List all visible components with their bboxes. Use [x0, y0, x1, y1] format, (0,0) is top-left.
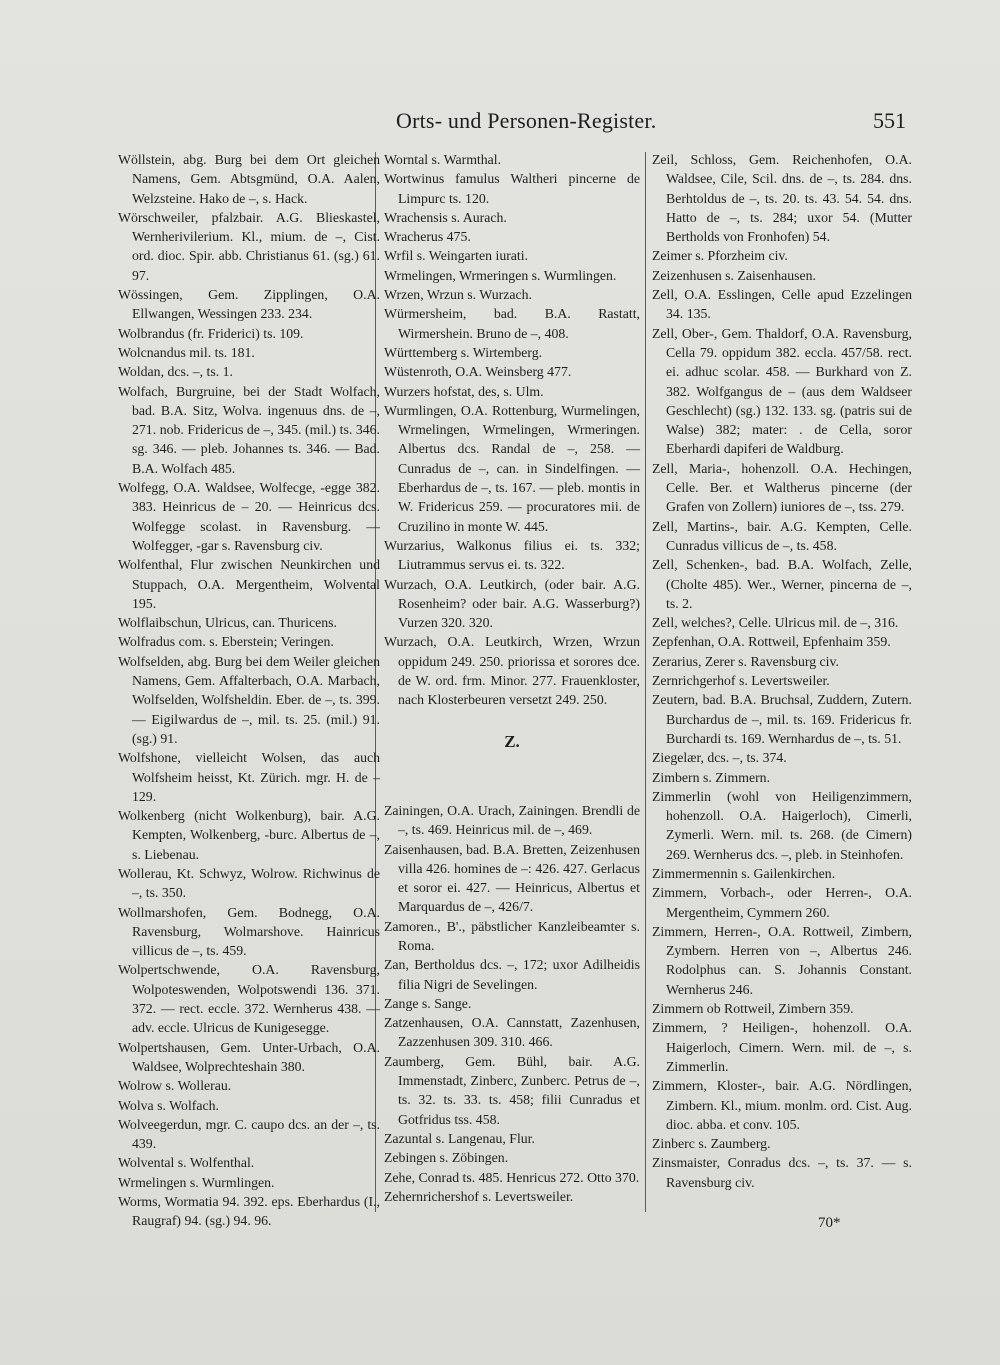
index-entry: Zell, O.A. Esslingen, Celle apud Ezzelingen 34. 135.	[652, 287, 912, 322]
index-entry: Zatzenhausen, O.A. Cannstatt, Zazenhusen, Zazzenhusen 309. 310. 466.	[384, 1015, 640, 1050]
index-entry: Zell, Martins-, bair. A.G. Kempten, Celle. Cunradus villicus de –, ts. 458.	[652, 518, 912, 553]
index-entry: Wössingen, Gem. Zipplingen, O.A. Ellwangen, Wessingen 233. 234.	[118, 287, 380, 322]
index-entry: Wolfegg, O.A. Waldsee, Wolfecge, -egge 382. 383. Heinricus de – 20. — Heinricus dcs. Wolfegge scolast. in Ravensburg. — Wolfegger, -gar s. Ravensburg civ.	[118, 480, 380, 553]
index-entry: Zeutern, bad. B.A. Bruchsal, Zuddern, Zutern. Burchardus de –, mil. ts. 169. Fridericus fr. Burchardi ts. 169. Wernhardus de –, ts. 51.	[652, 692, 912, 746]
index-entry: Zimmern, Vorbach-, oder Herren-, O.A. Mergentheim, Cymmern 260.	[652, 885, 912, 920]
index-entry: Wurzach, O.A. Leutkirch, (oder bair. A.G. Rosenheim? oder bair. A.G. Wasserburg?) Vurzen 320. 320.	[384, 576, 640, 631]
index-entry: Zehe, Conrad ts. 485. Henricus 272. Otto 370.	[384, 1169, 640, 1185]
index-entry: Zeizenhusen s. Zaisenhausen.	[652, 267, 816, 283]
index-entry: Wolflaibschun, Ulricus, can. Thuricens.	[118, 615, 337, 631]
index-entry: Zell, Maria-, hohenzoll. O.A. Hechingen, Celle. Ber. et Waltherus pincerne (der Grafen von Zollern) iuniores de –, tss. 279.	[652, 460, 912, 515]
index-entry: Worms, Wormatia 94. 392. eps. Eberhardus (I., Raugraf) 94. (sg.) 94. 96.	[118, 1194, 380, 1229]
index-entry: Zimmern, ? Heiligen-, hohenzoll. O.A. Haigerloch, Cimern. Wern. mil. de –, s. Zimmerlin.	[652, 1020, 912, 1074]
index-entry: Zell, Schenken-, bad. B.A. Wolfach, Zelle, (Cholte 485). Wer., Werner, pincerna de –, ts. 2.	[652, 557, 912, 611]
index-entry: Zeil, Schloss, Gem. Reichenhofen, O.A. Waldsee, Cile, Scil. dns. de –, ts. 284. dns. Berhtoldus de –, ts. 20. ts. 43. 54. 54. dns. Hatto de –, ts. 284; uxor 54. (Mutter Bertholds von Fronhofen) 54.	[652, 152, 912, 245]
index-entry: Wortwinus famulus Waltheri pincerne de Limpurc ts. 120.	[384, 171, 640, 206]
index-entry: Wöllstein, abg. Burg bei dem Ort gleichen Namens, Gem. Abtsgmünd, O.A. Aalen, Welzsteine. Hako de –, s. Hack.	[118, 152, 380, 206]
index-entry: Wörschweiler, pfalzbair. A.G. Blieskastel, Wernherivilerium. Kl., mium. de –, Cist. ord. dioc. Spir. abb. Christianus 61. (sg.) 61. 97.	[118, 209, 380, 283]
index-entry: Woldan, dcs. –, ts. 1.	[118, 364, 234, 380]
index-entry: Wurzers hofstat, des, s. Ulm.	[384, 383, 544, 399]
index-entry: Wolvental s. Wolfenthal.	[118, 1155, 255, 1171]
index-entry: Wolfach, Burgruine, bei der Stadt Wolfach, bad. B.A. Sitz, Wolva. ingenuus dns. de –, 271. nob. Fridericus de –, 345. (mil.) ts. 346. sg. 346. — pleb. Johannes ts. 346. — Bad. B.A. Wolfach 485.	[118, 383, 380, 476]
index-entry: Zamoren., B'., päbstlicher Kanzleibeamter s. Roma.	[384, 918, 640, 953]
index-entry: Wolfradus com. s. Eberstein; Veringen.	[118, 634, 334, 650]
index-entry: Zimmerlin (wohl von Heiligenzimmern, hohenzoll. O.A. Haigerloch), Cimerli, Zymerli. Wern. mil. ts. 268. (de Cimern) 269. Wernherus dcs. –, pleb. in Steinhofen.	[652, 788, 912, 862]
printer-signature: 70*	[818, 1215, 841, 1231]
index-entry: Zepfenhan, O.A. Rottweil, Epfenhaim 359.	[652, 634, 891, 650]
index-entry: Zaisenhausen, bad. B.A. Bretten, Zeizenhusen villa 426. homines de –: 426. 427. Gerlacus et soror ei. 427. — Heinricus, Albertus et Marquardus de –, 426/7.	[384, 841, 640, 915]
index-entry: Wrmelingen, Wrmeringen s. Wurmlingen.	[384, 267, 617, 283]
index-entry: Wrzen, Wrzun s. Wurzach.	[384, 287, 532, 303]
index-entry: Ziegelær, dcs. –, ts. 374.	[652, 750, 787, 766]
index-entry: Zehernrichershof s. Levertsweiler.	[384, 1188, 574, 1204]
index-entry: Wurzarius, Walkonus filius ei. ts. 332; Liutrammus servus ei. ts. 322.	[384, 537, 640, 573]
index-entry: Wurmlingen, O.A. Rottenburg, Wurmelingen, Wrmelingen, Wrmelingen, Wrmeringen. Albertus dcs. Randal de –, 258. — Cunradus de –, can. in Sindelfingen. — Eberhardus de –, ts. 167. — pleb. montis in W. Fridericus 259. — procuratores mii. de Cruzilino in monte W. 445.	[384, 402, 640, 534]
index-entry: Zan, Bertholdus dcs. –, 172; uxor Adilheidis filia Nigri de Sevelingen.	[384, 957, 640, 992]
index-entry: Zange s. Sange.	[384, 995, 472, 1011]
section-letter-heading: Z.	[504, 731, 520, 751]
index-entry: Zell, welches?, Celle. Ulricus mil. de –, 316.	[652, 615, 899, 631]
index-column-3	[652, 150, 912, 1192]
index-entry: Wüstenroth, O.A. Weinsberg 477.	[384, 364, 572, 380]
index-entry: Zell, Ober-, Gem. Thaldorf, O.A. Ravensburg, Cella 79. oppidum 382. eccla. 457/58. rect. ei. adhuc scolar. 458. — Burkhard von Z. 382. Wolfgangus de – (aus dem Waldseer Geschlecht) (sg.) 132. 133. sg. (patris sui de Walse) 382; mater: . de Cella, soror Eberhardi dapiferi de Waldburg.	[652, 325, 912, 457]
index-entry: Zeimer s. Pforzheim civ.	[652, 248, 788, 264]
index-entry: Worntal s. Warmthal.	[384, 152, 502, 167]
index-entry: Zebingen s. Zöbingen.	[384, 1150, 509, 1166]
index-entry: Zimmern, Kloster-, bair. A.G. Nördlingen, Zimbern. Kl., mium. monlm. ord. Cist. Aug. dioc. abba. et conv. 105.	[652, 1078, 912, 1132]
index-entry: Wolfshone, vielleicht Wolsen, das auch Wolfsheim heisst, Kt. Zürich. mgr. H. de – 129.	[118, 750, 380, 804]
index-entry: Zainingen, O.A. Urach, Zainingen. Brendli de –, ts. 469. Heinricus mil. de –, 469.	[384, 802, 640, 838]
index-entry: Wolcnandus mil. ts. 181.	[118, 344, 255, 360]
index-entry: Wollmarshofen, Gem. Bodnegg, O.A. Ravensburg, Wolmarshove. Hainricus villicus de –, ts. 459.	[118, 904, 380, 959]
index-entry: Zimmern ob Rottweil, Zimbern 359.	[652, 1001, 854, 1017]
index-entry: Wolfselden, abg. Burg bei dem Weiler gleichen Namens, Gem. Affalterbach, O.A. Marbach, Wolfselden, Wolfsheldin. Eber. de –, ts. 399. — Eigilwardus de –, mil. ts. 25. (mil.) 91. (sg.) 91.	[118, 653, 380, 746]
index-entry: Wolpertshausen, Gem. Unter-Urbach, O.A. Waldsee, Wolprechteshain 380.	[118, 1039, 380, 1074]
index-entry: Wolpertschwende, O.A. Ravensburg, Wolpoteswenden, Wolpotswendi 136. 371. 372. — rect. eccle. 372. Wernherus 438. — adv. eccle. Ulricus de Kunigesegge.	[118, 962, 380, 1036]
index-entry: Wolveegerdun, mgr. C. caupo dcs. an der –, ts. 439.	[118, 1116, 380, 1152]
index-entry: Zimbern s. Zimmern.	[652, 769, 771, 785]
index-entry: Wolfenthal, Flur zwischen Neunkirchen und Stuppach, O.A. Mergentheim, Wolvental 195.	[118, 557, 380, 611]
index-entry: Zimmern, Herren-, O.A. Rottweil, Zimbern, Zymbern. Herren von –, Albertus 246. Rodolphus can. S. Johannis Constant. Wernherus 246.	[652, 923, 912, 997]
index-entry: Wolkenberg (nicht Wolkenburg), bair. A.G. Kempten, Wolkenberg, -burc. Albertus de –, s. Liebenau.	[118, 808, 380, 862]
index-entry: Wollerau, Kt. Schwyz, Wolrow. Richwinus de –, ts. 350.	[118, 865, 380, 901]
index-entry: Zazuntal s. Langenau, Flur.	[384, 1130, 535, 1146]
index-entry: Wolva s. Wolfach.	[118, 1097, 219, 1113]
index-entry: Zimmermennin s. Gailenkirchen.	[652, 865, 836, 881]
column-divider	[645, 152, 646, 1212]
index-entry: Wracherus 475.	[384, 229, 471, 245]
index-column-2	[384, 150, 640, 1206]
running-title: Orts- und Personen-Register.	[396, 108, 657, 133]
index-entry: Wrmelingen s. Wurmlingen.	[118, 1174, 275, 1190]
index-entry: Würmersheim, bad. B.A. Rastatt, Wirmershein. Bruno de –, 408.	[384, 306, 640, 341]
index-entry: Zinsmaister, Conradus dcs. –, ts. 37. — s. Ravensburg civ.	[652, 1155, 912, 1190]
index-entry: Wolrow s. Wollerau.	[118, 1078, 232, 1094]
page-number: 551	[873, 108, 906, 133]
index-entry: Zernrichgerhof s. Levertsweiler.	[652, 673, 830, 689]
index-entry: Zerarius, Zerer s. Ravensburg civ.	[652, 653, 839, 669]
index-entry: Wrfil s. Weingarten iurati.	[384, 248, 529, 264]
index-entry: Zinberc s. Zaumberg.	[652, 1136, 771, 1152]
index-entry: Württemberg s. Wirtemberg.	[384, 344, 543, 360]
index-entry: Wolbrandus (fr. Friderici) ts. 109.	[118, 325, 304, 341]
index-entry: Wurzach, O.A. Leutkirch, Wrzen, Wrzun oppidum 249. 250. priorissa et sorores dce. de W. ord. frm. Minor. 277. Frauenkloster, nach Klosterbeuren versetzt 249. 250.	[384, 634, 640, 708]
page-header	[116, 104, 906, 138]
index-column-1	[118, 150, 380, 1231]
index-entry: Wrachensis s. Aurach.	[384, 209, 507, 225]
index-entry: Zaumberg, Gem. Bühl, bair. A.G. Immenstadt, Zinberc, Zunberc. Petrus de –, ts. 32. ts. 33. ts. 458; filii Cunradus et Gotfridus tss. 458.	[384, 1053, 640, 1127]
